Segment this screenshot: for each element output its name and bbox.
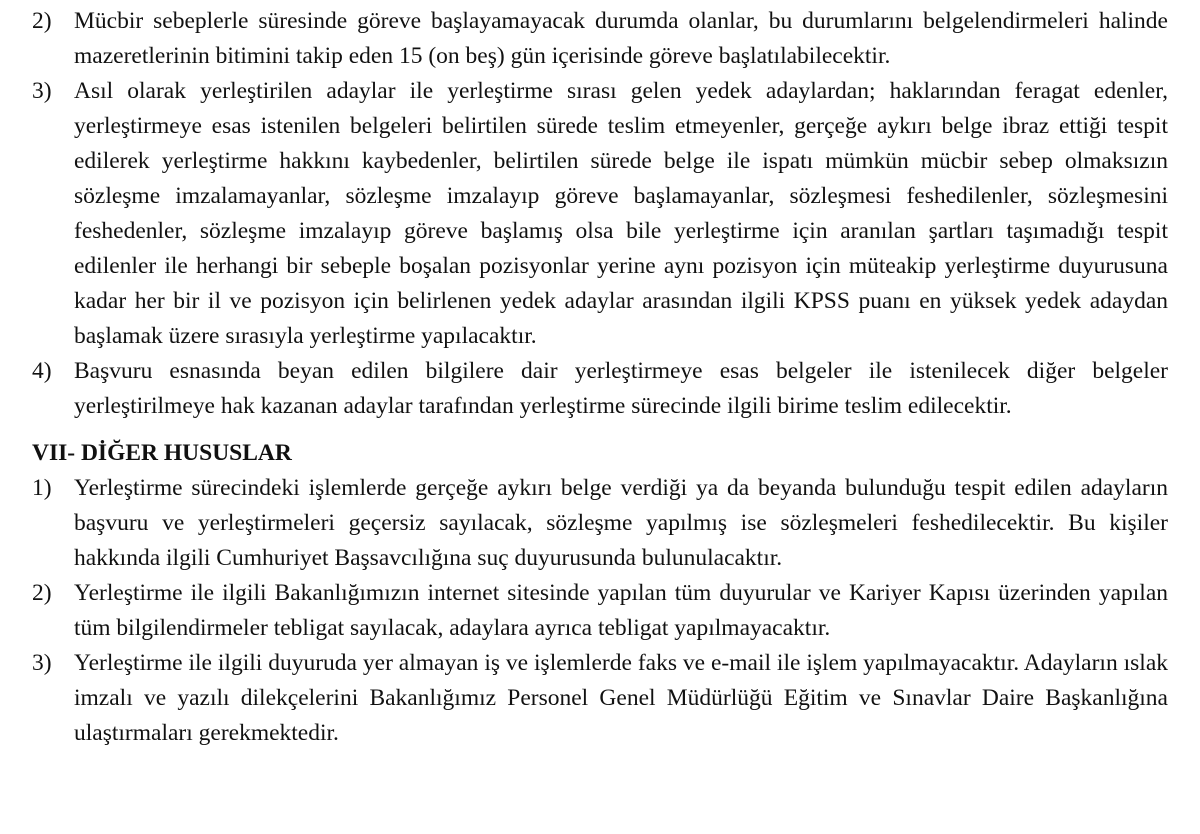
list-item bbox=[32, 576, 1168, 646]
item-text: Yerleştirme ile ilgili duyuruda yer almayan iş ve işlemlerde faks ve e-mail ile işlem yapılmayacaktır. Adayların ıslak imzalı ve yazılı dilekçelerini Bakanlığımız Personel Genel Müdürlüğü Eğitim ve Sınavlar Daire Başkanlığına ulaştırmaları gerekmektedir. bbox=[74, 650, 1168, 746]
section-heading: VII- DİĞER HUSUSLAR bbox=[32, 440, 292, 466]
item-text: Başvuru esnasında beyan edilen bilgilere dair yerleştirmeye esas belgeler ile istenilecek diğer belgeler yerleştirilmeye hak kazanan adaylar tarafından yerleştirme sürecinde ilgili birime teslim edilecektir. bbox=[74, 358, 1168, 419]
list-item bbox=[32, 354, 1168, 424]
item-number: 3) bbox=[32, 650, 52, 676]
item-number: 1) bbox=[32, 475, 52, 501]
item-number: 2) bbox=[32, 8, 52, 34]
list-item bbox=[32, 646, 1168, 751]
list-item bbox=[32, 471, 1168, 576]
item-text: Asıl olarak yerleştirilen adaylar ile yerleştirme sırası gelen yedek adaylardan; haklarından feragat edenler, yerleştirmeye esas istenilen belgeleri belirtilen sürede teslim etmeyenler, gerçeğe aykırı belge ibraz ettiği tespit edilerek yerleştirme hakkını kaybedenler, belirtilen sürede belge ile ispatı mümkün mücbir sebep olmaksızın sözleşme imzalamayanlar, sözleşme imzalayıp göreve başlamayanlar, sözleşmesi feshedilenler, sözleşmesini feshedenler, sözleşme imzalayıp göreve başlamış olsa bile yerleştirme için aranılan şartları taşımadığı tespit edilenler ile herhangi bir sebeple boşalan pozisyonlar yerine aynı pozisyon için müteakip yerleştirme duyurusuna kadar her bir il ve pozisyon için belirlenen yedek adaylar arasından ilgili KPSS puanı en yüksek yedek adaydan başlamak üzere sırasıyla yerleştirme yapılacaktır. bbox=[74, 78, 1168, 349]
item-number: 4) bbox=[32, 358, 52, 384]
list-item bbox=[32, 4, 1168, 74]
item-number: 3) bbox=[32, 78, 52, 104]
item-number: 2) bbox=[32, 580, 52, 606]
item-text: Yerleştirme ile ilgili Bakanlığımızın internet sitesinde yapılan tüm duyurular ve Kariyer Kapısı üzerinden yapılan tüm bilgilendirmeler tebligat sayılacak, adaylara ayrıca tebligat yapılmayacaktır. bbox=[74, 580, 1168, 641]
item-text: Mücbir sebeplerle süresinde göreve başlayamayacak durumda olanlar, bu durumlarını belgelendirmeleri halinde mazeretlerinin bitimini takip eden 15 (on beş) gün içerisinde göreve başlatılabilecektir. bbox=[74, 8, 1168, 69]
list-item bbox=[32, 74, 1168, 354]
item-text: Yerleştirme sürecindeki işlemlerde gerçeğe aykırı belge verdiği ya da beyanda bulunduğu tespit edilen adayların başvuru ve yerleştirmeleri geçersiz sayılacak, sözleşme yapılmış ise sözleşmeleri feshedilecektir. Bu kişiler hakkında ilgili Cumhuriyet Başsavcılığına suç duyurusunda bulunulacaktır. bbox=[74, 475, 1168, 571]
